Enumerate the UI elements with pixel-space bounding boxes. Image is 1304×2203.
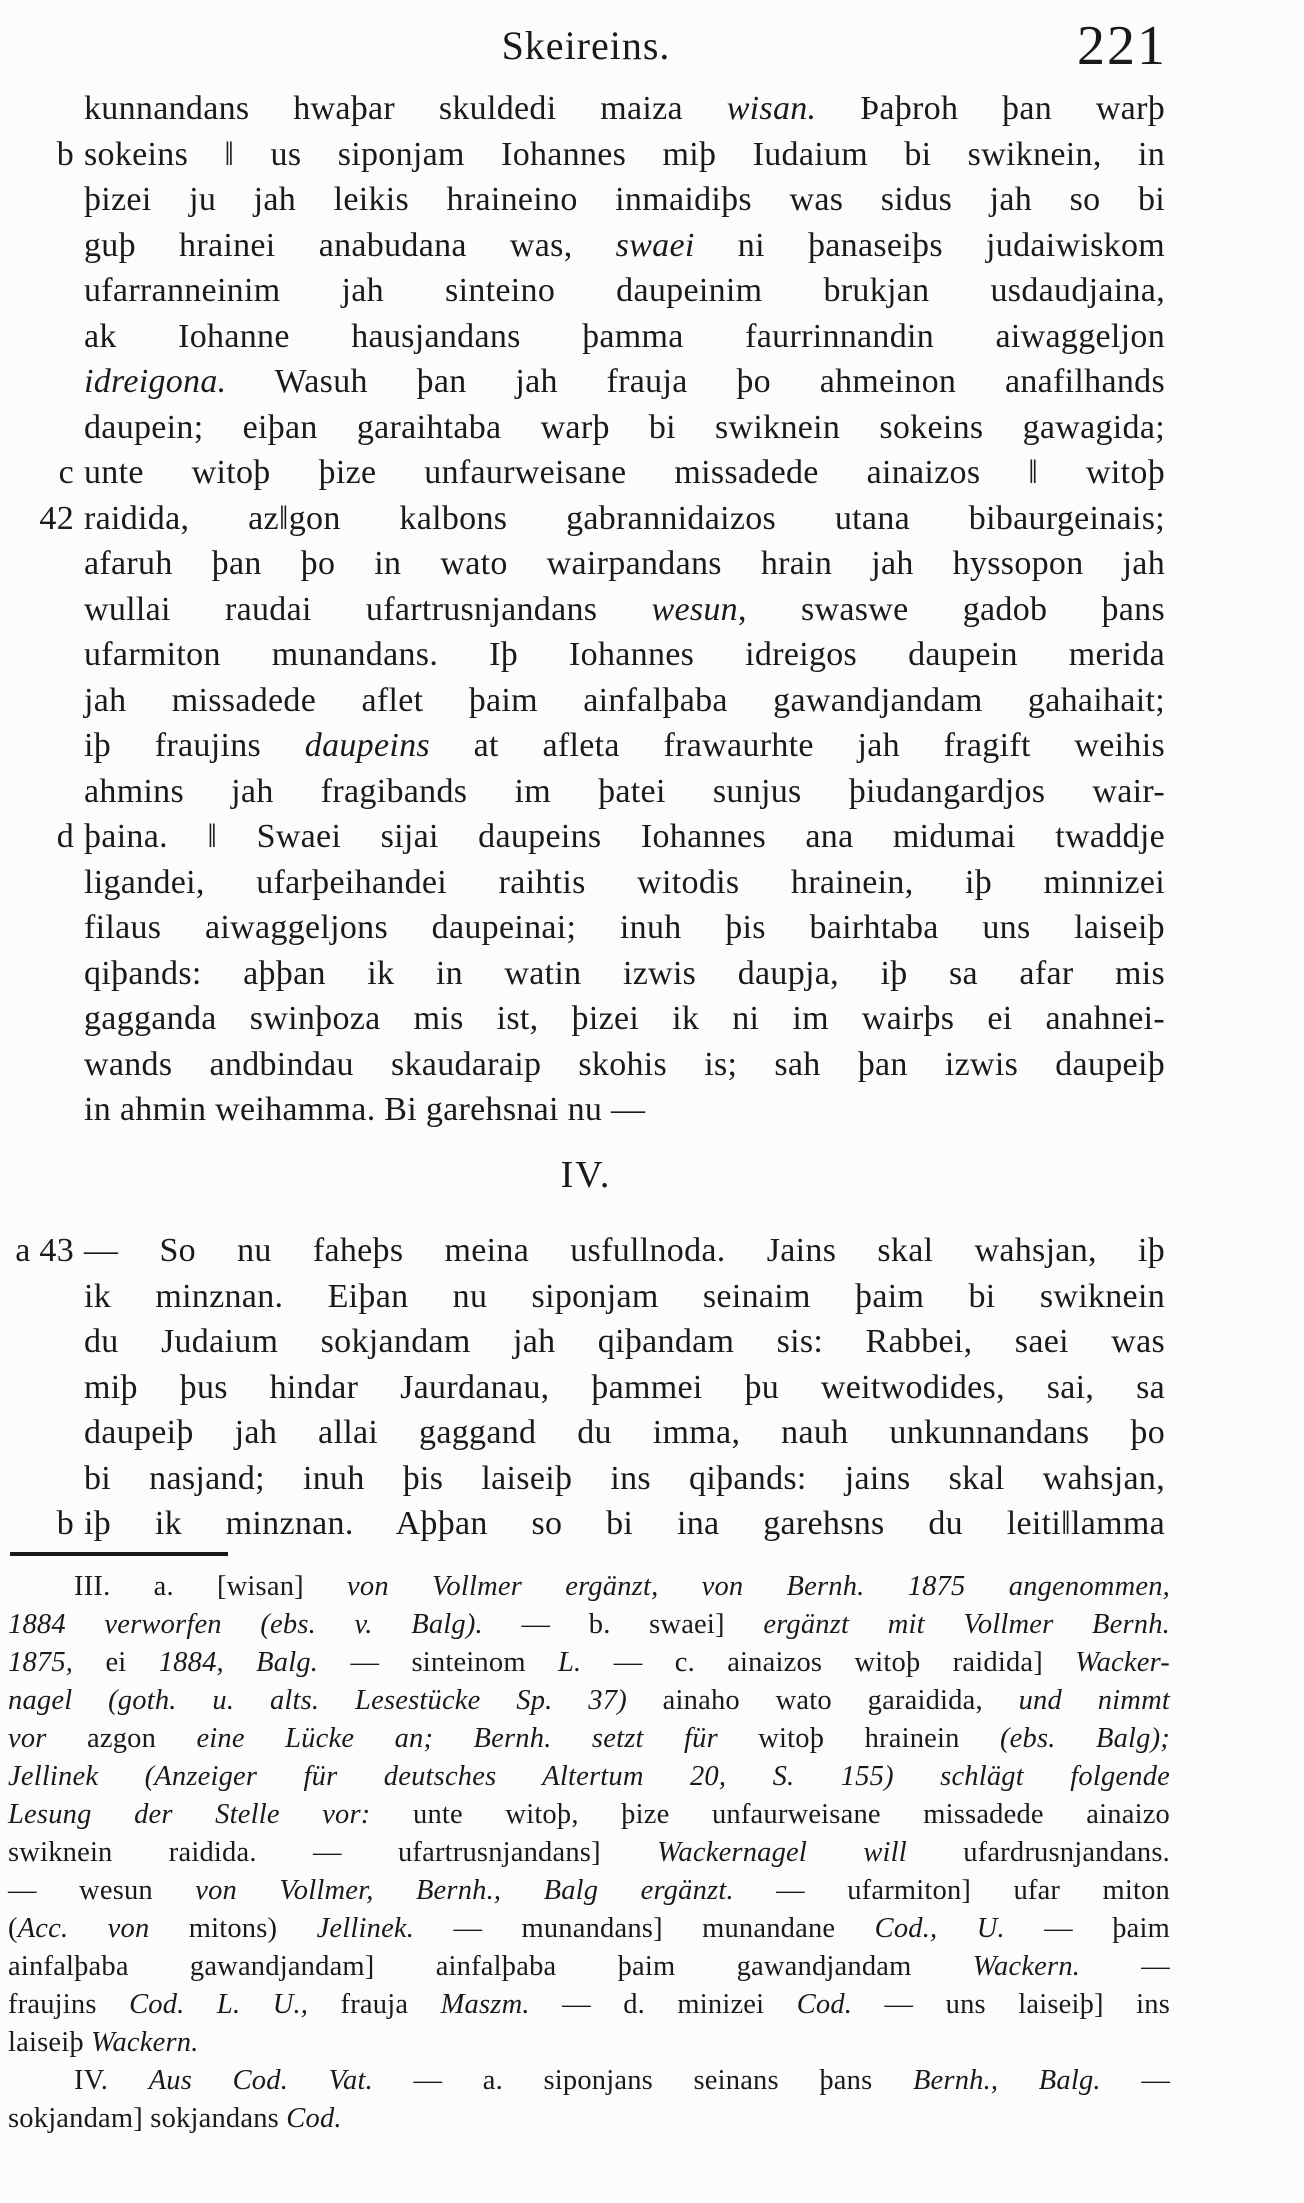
main-text-line [0, 678, 1165, 724]
text-segment: ufarranneinim jah sinteino daupeinim brukjan usdaudjaina, [84, 272, 1165, 309]
margin-marker [0, 359, 84, 405]
line-text [84, 1501, 1165, 1547]
margin-marker: b [56, 1505, 74, 1542]
italic-text-segment: 1884, Balg. [158, 1647, 319, 1678]
text-segment: sokeins ‖ us siponjam Iohannes miþ Iudaium bi swiknein, in [84, 135, 1165, 173]
text-segment: ufardrusnjandans. [906, 1837, 1170, 1868]
italic-text-segment: Cod. [286, 2103, 342, 2134]
margin-marker [0, 1365, 84, 1411]
text-segment: — b. swaei] [482, 1609, 764, 1640]
footnotes-block [8, 1568, 1170, 2138]
line-text [84, 132, 1165, 178]
main-text-line [0, 314, 1165, 360]
line-text [84, 314, 1165, 360]
main-text-line [0, 860, 1165, 906]
text-segment: ik minznan. Eiþan nu siponjam seinaim þaim bi swiknein [84, 1277, 1165, 1315]
footnote-line [8, 1872, 1170, 1910]
italic-text-segment: eine Lücke an; Bernh. setzt für [196, 1723, 718, 1754]
line-text [84, 1274, 1165, 1320]
text-segment: qiþands: aþþan ik in watin izwis daupja, iþ sa afar mis [84, 954, 1165, 992]
section-iv-line [0, 1274, 1165, 1320]
text-segment: þizei ju jah leikis hraineino inmaidiþs was sidus jah so bi [84, 181, 1165, 218]
text-segment: ei [73, 1647, 159, 1678]
margin-marker: c [58, 454, 74, 491]
italic-text-segment: wesun [651, 590, 738, 628]
italic-text-segment: daupeins [304, 727, 430, 764]
section-iv-text-block [0, 1228, 1165, 1547]
text-segment: unte witoþ þize unfaurweisane missadede ainaizos ‖ witoþ [84, 454, 1165, 491]
section-iv-line [0, 1456, 1165, 1502]
line-text [84, 632, 1165, 678]
main-text-line [0, 405, 1165, 451]
section-iv-line [0, 1365, 1165, 1411]
line-text [84, 1456, 1165, 1502]
section-heading: IV. [560, 1154, 612, 1196]
main-text-line [0, 723, 1165, 769]
footnote-line [8, 1606, 1170, 1644]
footnote-line [8, 1720, 1170, 1758]
text-segment: sokjandam] sokjandans [8, 2103, 287, 2134]
footnote-line [8, 2100, 1170, 2138]
line-text [84, 359, 1165, 405]
footnote-line [8, 1568, 1170, 1606]
italic-text-segment: wisan. [726, 90, 817, 127]
italic-text-segment: 1884 verworfen (ebs. v. Balg). [8, 1609, 483, 1640]
text-segment: — c. ainaizos witoþ raidida] [581, 1647, 1076, 1678]
text-segment: — a. siponjans seinans þans [372, 2065, 913, 2096]
text-segment: frauja [308, 1989, 441, 2020]
italic-text-segment: Wacker- [1075, 1647, 1171, 1678]
line-text [84, 769, 1165, 815]
margin-marker [0, 86, 84, 132]
section-iv-line [0, 1319, 1165, 1365]
line-text [84, 268, 1165, 314]
line-text [84, 951, 1165, 997]
text-segment: miþ þus hindar Jaurdanau, þammei þu weitwodides, sai, sa [84, 1368, 1165, 1406]
line-text [84, 1365, 1165, 1411]
text-segment: — ufarmiton] ufar miton [733, 1875, 1170, 1906]
text-segment: ahmins jah fragibands im þatei sunjus þiudangardjos wair- [84, 772, 1165, 810]
line-text [84, 86, 1165, 132]
section-iv-line [0, 1410, 1165, 1456]
text-segment: iþ fraujins [84, 727, 305, 764]
text-segment: ( [8, 1913, 18, 1944]
italic-text-segment: (ebs. Balg); [999, 1723, 1170, 1754]
margin-marker [0, 905, 84, 951]
italic-text-segment: Cod., U. [874, 1913, 1005, 1944]
text-segment: , swaswe gadob þans [737, 590, 1165, 628]
text-segment: IV. [74, 2065, 149, 2096]
main-text-line [0, 86, 1165, 132]
text-segment: — uns laiseiþ] ins [852, 1989, 1170, 2020]
margin-marker [0, 223, 84, 269]
line-text [84, 450, 1165, 496]
line-text [84, 1228, 1165, 1274]
text-segment: — sinteinom [318, 1647, 558, 1678]
margin-marker [0, 860, 84, 906]
line-text [84, 814, 1165, 860]
text-segment: ufarmiton munandans. Iþ Iohannes idreigos daupein merida [84, 636, 1165, 673]
main-text-line [0, 496, 1165, 542]
line-text [84, 496, 1165, 542]
line-text [84, 860, 1165, 906]
main-text-line [0, 268, 1165, 314]
line-text [84, 405, 1165, 451]
italic-text-segment: Cod. [796, 1989, 853, 2020]
footnote-line [8, 2024, 1170, 2062]
line-text [84, 723, 1165, 769]
margin-marker: b [56, 135, 74, 173]
italic-text-segment: vor [8, 1723, 47, 1754]
text-segment: — [1100, 2065, 1171, 2096]
line-text [84, 905, 1165, 951]
margin-marker [0, 1042, 84, 1088]
text-segment: afaruh þan þo in wato wairpandans hrain jah hyssopon jah [84, 545, 1165, 582]
footnote-line [8, 1948, 1170, 1986]
italic-text-segment: Aus Cod. Vat. [148, 2065, 373, 2096]
margin-marker [0, 1087, 84, 1133]
main-text-line [0, 769, 1165, 815]
text-segment: daupein; eiþan garaihtaba warþ bi swiknein sokeins gawagida; [84, 408, 1165, 446]
margin-marker [0, 587, 84, 633]
text-segment: ni þanaseiþs judaiwiskom [694, 226, 1165, 264]
text-segment: ligandei, ufarþeihandei raihtis witodis hrainein, iþ minnizei [84, 863, 1165, 901]
italic-text-segment: Bernh., Balg. [912, 2065, 1101, 2096]
margin-marker: 42 [39, 499, 74, 537]
main-text-line [0, 223, 1165, 269]
text-segment: laiseiþ [8, 2027, 92, 2058]
text-segment: unte witoþ, þize unfaurweisane missadede ainaizo [370, 1799, 1170, 1830]
italic-text-segment: von Vollmer ergänzt, von Bernh. 1875 angenommen, [347, 1571, 1170, 1602]
footnote-line [8, 1834, 1170, 1872]
text-segment: guþ hrainei anabudana was, [84, 226, 616, 264]
text-segment: wands andbindau skaudaraip skohis is; sah þan izwis daupeiþ [84, 1045, 1165, 1083]
italic-text-segment: nagel (goth. u. alts. Lesestücke Sp. 37) [8, 1685, 627, 1716]
italic-text-segment: 1875, [8, 1647, 74, 1678]
text-segment: daupeiþ jah allai gaggand du imma, nauh unkunnandans þo [84, 1414, 1165, 1451]
text-segment: III. a. [wisan] [74, 1571, 348, 1602]
margin-marker [0, 1456, 84, 1502]
text-segment: þaina. ‖ Swaei sijai daupeins Iohannes ana midumai twaddje [84, 818, 1165, 855]
text-segment: kunnandans hwaþar skuldedi maiza [84, 90, 727, 127]
section-iv-line [0, 1228, 1165, 1274]
italic-text-segment: Acc. von [17, 1913, 150, 1944]
text-segment: raidida, az‖gon kalbons gabrannidaizos utana bibaurgeinais; [84, 499, 1165, 537]
margin-marker [0, 769, 84, 815]
section-iv-line [0, 1501, 1165, 1547]
text-segment: swiknein raidida. — ufartrusnjandans] [8, 1837, 658, 1868]
line-text [84, 996, 1165, 1042]
footnote-line [8, 1644, 1170, 1682]
margin-marker: a 43 [15, 1232, 74, 1269]
italic-text-segment: Wackern. [972, 1951, 1081, 1982]
text-segment: witoþ hrainein [717, 1723, 1000, 1754]
text-segment: gagganda swinþoza mis ist, þizei ik ni im wairþs ei anahnei- [84, 1000, 1165, 1037]
main-text-line [0, 951, 1165, 997]
main-text-line [0, 541, 1165, 587]
footnote-line [8, 1682, 1170, 1720]
footnote-line [8, 1986, 1170, 2024]
footnote-line [8, 1910, 1170, 1948]
line-text [84, 1319, 1165, 1365]
footnote-line [8, 1796, 1170, 1834]
main-text-line [0, 814, 1165, 860]
main-text-line [0, 359, 1165, 405]
margin-marker [0, 678, 84, 724]
line-text [84, 587, 1165, 633]
text-segment: — [1080, 1951, 1170, 1982]
line-text [84, 177, 1165, 223]
main-text-line [0, 177, 1165, 223]
footnote-line [8, 2062, 1170, 2100]
main-text-block [0, 86, 1165, 1133]
italic-text-segment: swaei [615, 226, 695, 264]
running-title: Skeireins. [501, 23, 671, 68]
text-segment: at afleta frawaurhte jah fragift weihis [429, 727, 1165, 764]
main-text-line [0, 996, 1165, 1042]
italic-text-segment: ergänzt mit Vollmer Bernh. [763, 1609, 1170, 1640]
italic-text-segment: Wackernagel will [657, 1837, 907, 1868]
text-segment: azgon [46, 1723, 197, 1754]
text-segment: Wasuh þan jah frauja þo ahmeinon anafilhands [226, 363, 1165, 400]
italic-text-segment: Maszm. [440, 1989, 530, 2020]
margin-marker [0, 541, 84, 587]
text-segment: — þaim [1004, 1913, 1170, 1944]
italic-text-segment: Lesung der Stelle vor: [8, 1799, 371, 1830]
margin-marker [0, 1274, 84, 1320]
text-segment: fraujins [8, 1989, 130, 2020]
main-text-line [0, 632, 1165, 678]
footnote-separator-rule [10, 1552, 228, 1556]
text-segment: bi nasjand; inuh þis laiseiþ ins qiþands: jains skal wahsjan, [84, 1459, 1165, 1497]
margin-marker [0, 1410, 84, 1456]
line-text [84, 541, 1165, 587]
main-text-line [0, 132, 1165, 178]
text-segment: — d. minizei [529, 1989, 797, 2020]
text-segment: du Judaium sokjandam jah qiþandam sis: Rabbei, saei was [84, 1323, 1165, 1360]
italic-text-segment: L. [558, 1647, 582, 1678]
italic-text-segment: Cod. L. U., [129, 1989, 309, 2020]
line-text [84, 1042, 1165, 1088]
italic-text-segment: Jellinek. [316, 1913, 415, 1944]
text-segment: wullai raudai ufartrusnjandans [84, 590, 652, 628]
text-segment: ainaho wato garaidida, [626, 1685, 1019, 1716]
margin-marker [0, 951, 84, 997]
italic-text-segment: Jellinek (Anzeiger für deutsches Altertum 20, S. 155) schlägt folgende [8, 1761, 1170, 1792]
italic-text-segment: idreigona. [84, 363, 227, 400]
margin-marker [0, 268, 84, 314]
line-text [84, 1087, 1165, 1133]
line-text [84, 223, 1165, 269]
line-text [84, 1410, 1165, 1456]
page-number: 221 [1077, 15, 1167, 77]
text-segment: — So nu faheþs meina usfullnoda. Jains skal wahsjan, iþ [84, 1232, 1165, 1269]
italic-text-segment: Wackern. [91, 2027, 199, 2058]
margin-marker: d [56, 818, 74, 855]
text-segment: ainfalþaba gawandjandam] ainfalþaba þaim gawandjandam [8, 1951, 973, 1982]
footnote-line [8, 1758, 1170, 1796]
main-text-line [0, 587, 1165, 633]
text-segment: iþ ik minznan. Aþþan so bi ina garehsns du leiti‖lamma [84, 1505, 1165, 1542]
main-text-line [0, 1042, 1165, 1088]
italic-text-segment: und nimmt [1018, 1685, 1170, 1716]
text-segment: ak Iohanne hausjandans þamma faurrinnandin aiwaggeljon [84, 317, 1165, 355]
italic-text-segment: von Vollmer, Bernh., Balg ergänzt. [195, 1875, 734, 1906]
line-text [84, 678, 1165, 724]
margin-marker [0, 996, 84, 1042]
text-segment: Þaþroh þan warþ [816, 90, 1165, 127]
main-text-line [0, 450, 1165, 496]
margin-marker [0, 1319, 84, 1365]
margin-marker [0, 632, 84, 678]
text-segment: — munandans] munandane [414, 1913, 875, 1944]
running-header [0, 14, 1172, 77]
text-segment: filaus aiwaggeljons daupeinai; inuh þis bairhtaba uns laiseiþ [84, 909, 1165, 946]
main-text-line [0, 905, 1165, 951]
margin-marker [0, 177, 84, 223]
text-segment: — wesun [8, 1875, 196, 1906]
margin-marker [0, 405, 84, 451]
margin-marker [0, 314, 84, 360]
main-text-line [0, 1087, 1165, 1133]
margin-marker [0, 723, 84, 769]
text-segment: in ahmin weihamma. Bi garehsnai nu — [84, 1091, 646, 1128]
text-segment: mitons) [149, 1913, 317, 1944]
text-segment: jah missadede aflet þaim ainfalþaba gawandjandam gahaihait; [84, 681, 1165, 719]
